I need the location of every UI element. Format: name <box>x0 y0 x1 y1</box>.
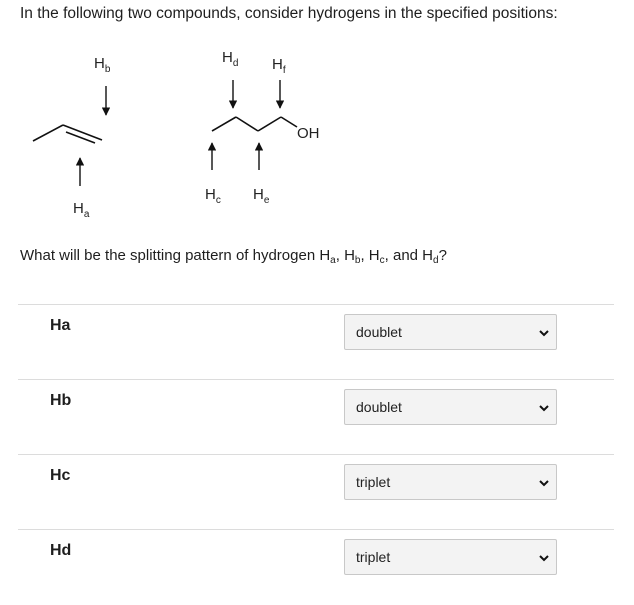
answer-row-ha <box>18 304 614 380</box>
chevron-down-icon <box>538 402 550 414</box>
propanol-bond-1 <box>212 117 236 131</box>
label-hc <box>205 186 221 206</box>
row-label-hb: Hb <box>50 392 72 409</box>
chevron-down-icon <box>538 477 550 489</box>
label-ha <box>73 200 90 220</box>
question-start: What will be the splitting pattern of hydrogen H <box>20 247 331 264</box>
select-value-hc: triplet <box>356 474 391 490</box>
row-label-hd: Hd <box>50 542 72 559</box>
answer-row-hb <box>18 379 614 455</box>
question-end: ? <box>438 247 447 264</box>
prompt-text: In the following two compounds, consider hydrogens in the specified positions: <box>20 5 558 22</box>
label-hc-sub: c <box>215 195 221 206</box>
propene-structure <box>33 55 111 220</box>
label-hd-main: H <box>222 49 233 66</box>
select-value-hb: doublet <box>356 399 402 415</box>
select-ha[interactable] <box>344 314 557 350</box>
label-ha-main: H <box>73 200 84 217</box>
label-hd-sub: d <box>232 58 239 69</box>
label-hb-sub: b <box>104 64 111 75</box>
chemical-structures-figure <box>0 0 634 240</box>
label-hb <box>94 55 111 75</box>
propanol-structure <box>205 49 320 206</box>
chevron-down-icon <box>538 327 550 339</box>
propanol-bond-3 <box>258 117 281 131</box>
propanol-bond-2 <box>236 117 258 131</box>
question-sep-2: , H <box>360 247 380 264</box>
label-ha-sub: a <box>83 209 90 220</box>
label-hf-main: H <box>272 56 283 73</box>
question-sub-d: d <box>433 255 439 266</box>
chevron-down-icon <box>538 552 550 564</box>
row-label-hc: Hc <box>50 467 71 484</box>
select-hd[interactable] <box>344 539 557 575</box>
question-sub-b: b <box>354 255 361 266</box>
label-hf <box>272 56 286 76</box>
select-hc[interactable] <box>344 464 557 500</box>
question-sep-3: , and H <box>384 247 434 264</box>
label-he-sub: e <box>263 195 270 206</box>
answer-row-hc <box>18 454 614 530</box>
question-sep-1: , H <box>335 247 355 264</box>
label-hf-sub: f <box>282 65 286 76</box>
label-oh: OH <box>297 125 320 142</box>
label-he-main: H <box>253 186 264 203</box>
label-hb-main: H <box>94 55 105 72</box>
row-label-ha: Ha <box>50 317 71 334</box>
label-he <box>253 186 270 206</box>
question-sub-c: c <box>379 255 385 266</box>
answer-row-hd <box>18 529 614 605</box>
select-hb[interactable] <box>344 389 557 425</box>
question-text <box>20 247 447 266</box>
propene-single-bond <box>33 125 63 141</box>
propene-double-bond-inner <box>66 132 95 143</box>
label-hc-main: H <box>205 186 216 203</box>
label-hd <box>222 49 238 69</box>
question-sub-a: a <box>330 255 336 266</box>
select-value-ha: doublet <box>356 324 402 340</box>
select-value-hd: triplet <box>356 549 391 565</box>
propanol-bond-4 <box>281 117 297 127</box>
